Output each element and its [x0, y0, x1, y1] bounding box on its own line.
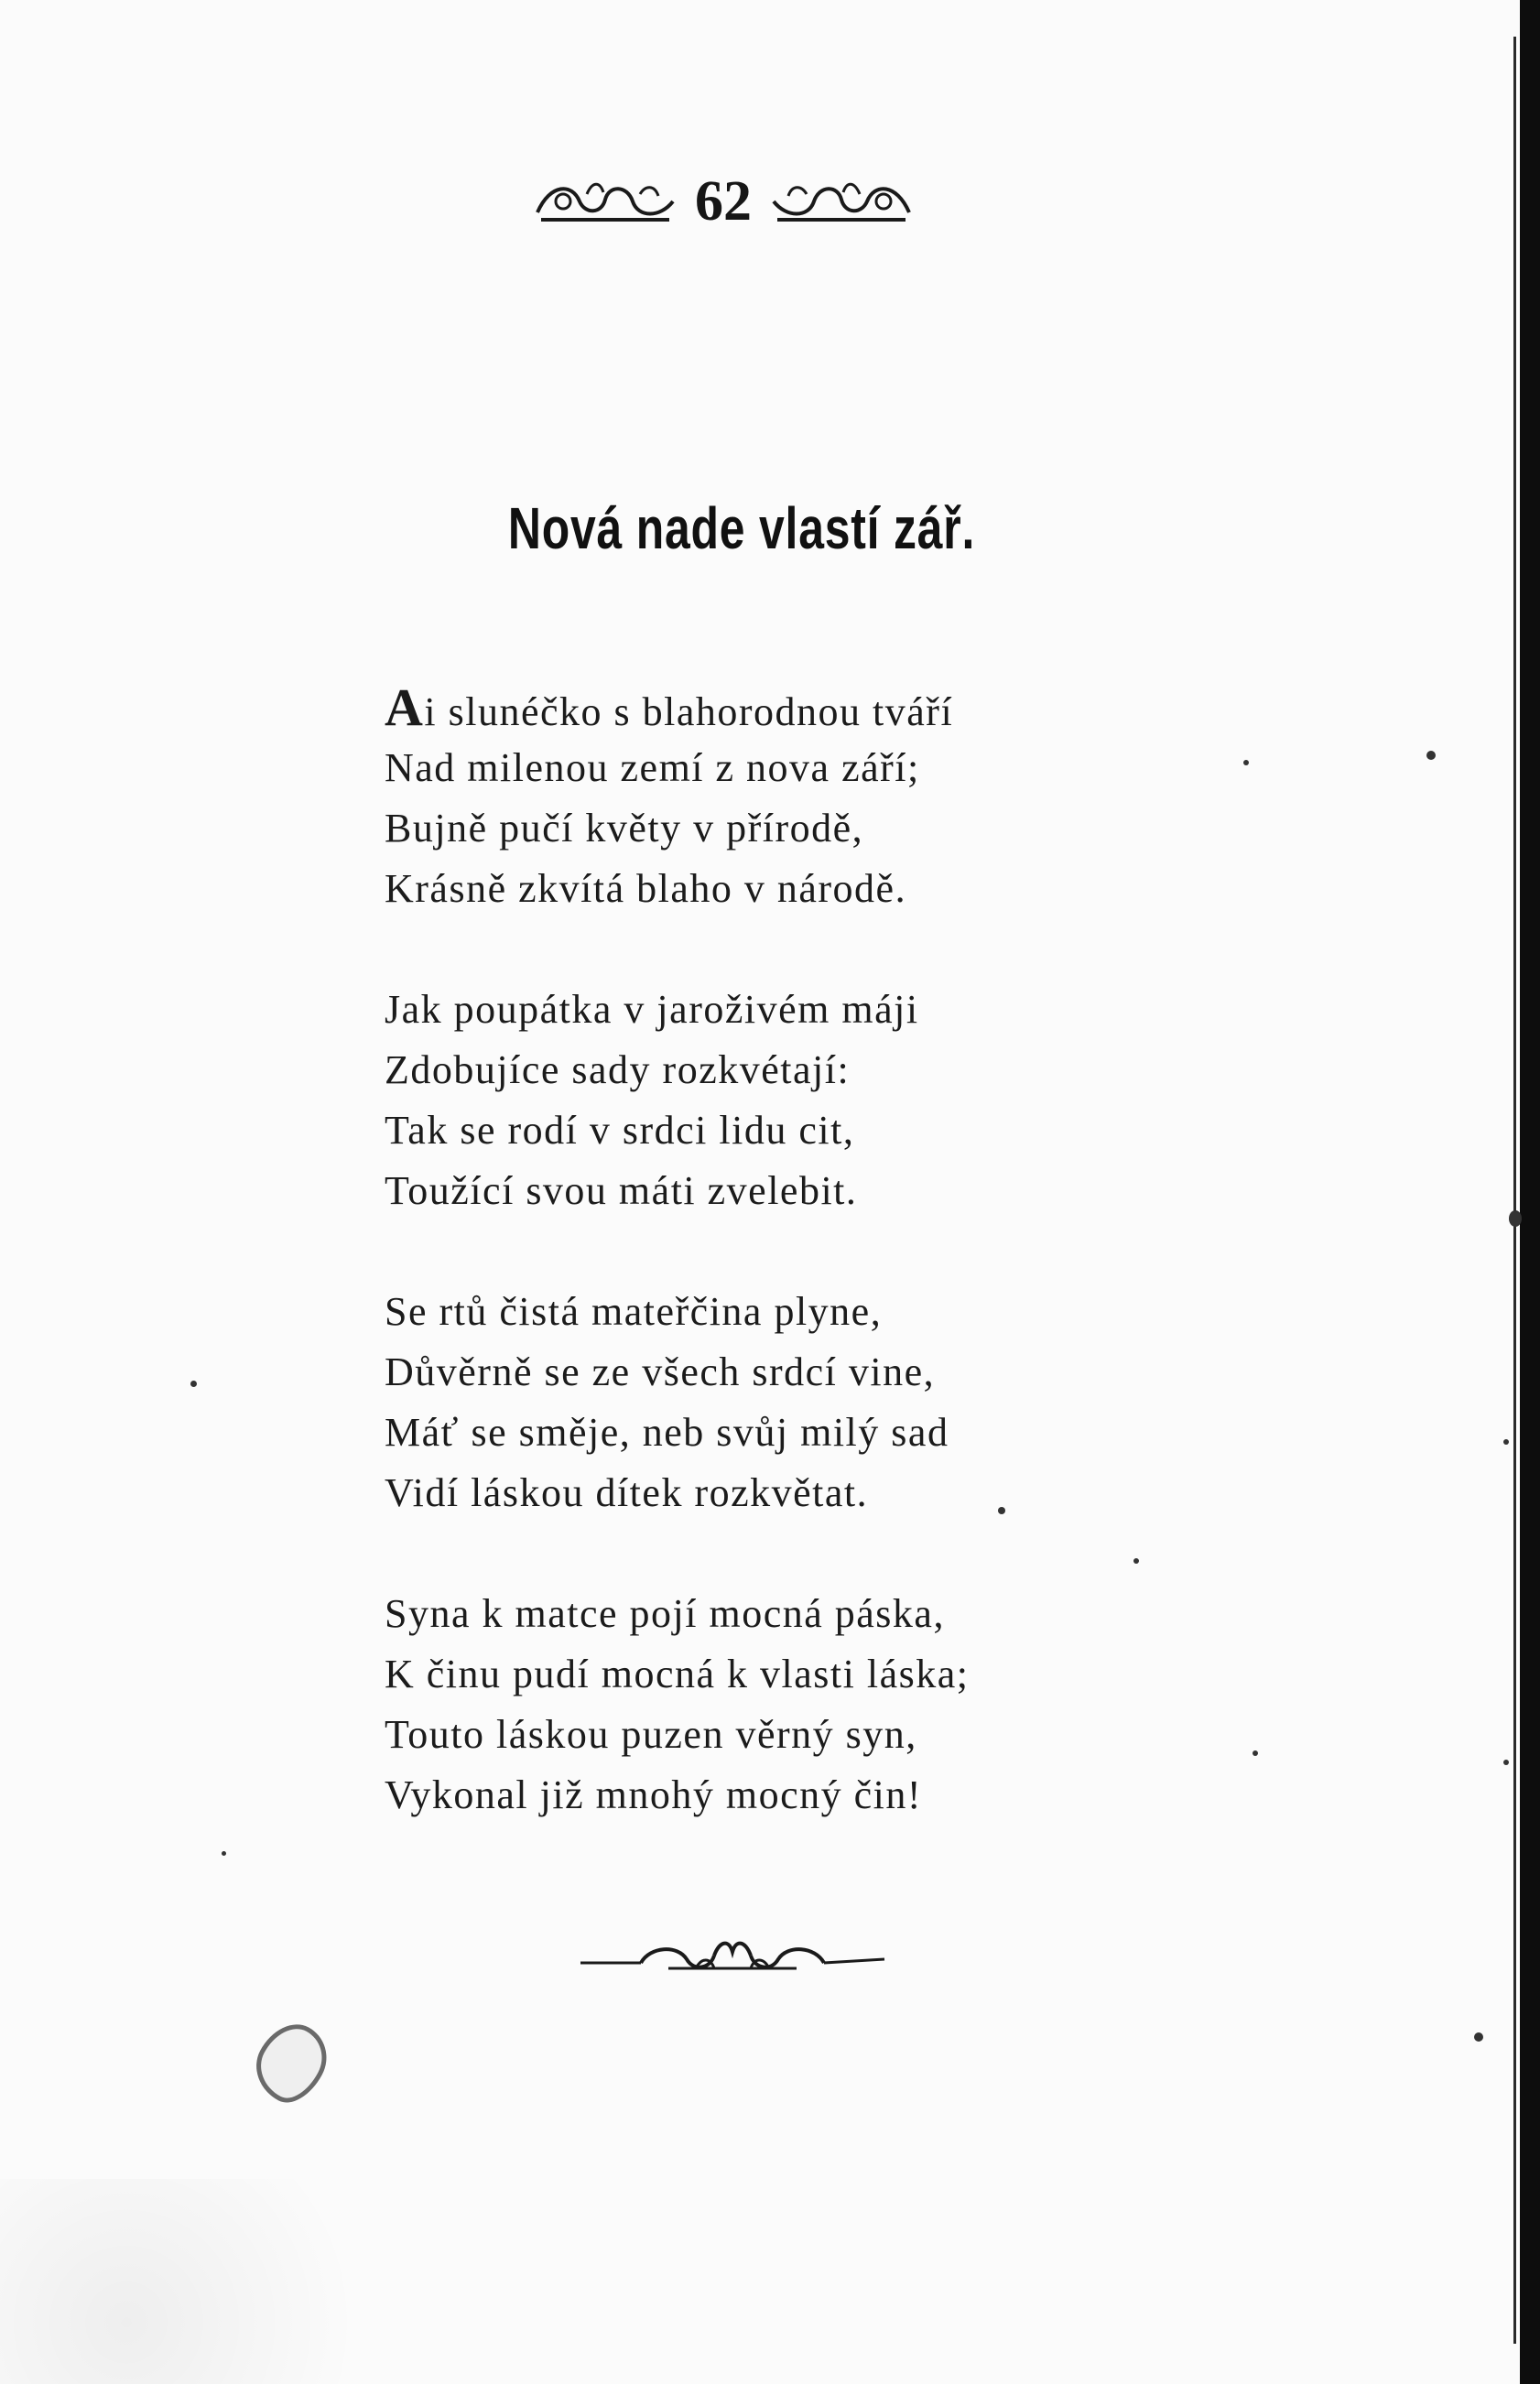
verse-line: Touto láskou puzen věrný syn,	[385, 1712, 917, 1757]
paper-speckle	[1426, 751, 1436, 760]
poem-title: Nová nade vlastí zář.	[507, 495, 976, 561]
page-edge-line	[1513, 37, 1516, 2344]
verse-line: Se rtů čistá mateřčina plyne,	[385, 1289, 883, 1334]
verse-line: Vykonal již mnohý mocný čin!	[385, 1772, 923, 1817]
paper-speckle	[1253, 1750, 1258, 1756]
verse-line: Máť se směje, neb svůj milý sad	[385, 1410, 949, 1455]
page-edge-shadow	[1520, 0, 1540, 2384]
poem-body	[385, 677, 1117, 1886]
verse-line: Tak se rodí v srdci lidu cit,	[385, 1108, 855, 1153]
paper-speckle	[190, 1381, 197, 1387]
tailpiece-scroll-ornament-icon	[577, 1932, 888, 1987]
verse-line: Syna k matce pojí mocná páska,	[385, 1591, 945, 1636]
verse-line: Krásně zkvítá blaho v národě.	[385, 866, 907, 911]
stanza-2	[385, 980, 1117, 1221]
verse-line: Toužící svou máti zvelebit.	[385, 1168, 858, 1213]
right-floral-scroll-ornament-icon	[768, 174, 915, 229]
paper-speckle	[1509, 1210, 1522, 1227]
paper-speckle	[1503, 1439, 1509, 1445]
left-floral-scroll-ornament-icon	[532, 174, 678, 229]
verse-line: Důvěrně se ze všech srdcí vine,	[385, 1349, 936, 1394]
paper-stain	[0, 2179, 421, 2384]
ink-blot	[244, 2012, 339, 2113]
paper-speckle	[1503, 1760, 1509, 1765]
verse-line: Vidí láskou dítek rozkvětat.	[385, 1470, 869, 1515]
paper-speckle	[1474, 2032, 1483, 2042]
verse-line: K činu pudí mocná k vlasti láska;	[385, 1652, 970, 1696]
page-number: 62	[695, 170, 752, 233]
stanza-1	[385, 677, 1117, 919]
paper-speckle	[222, 1851, 226, 1856]
paper-speckle	[1243, 760, 1249, 765]
stanza-4	[385, 1584, 1117, 1826]
verse-line: Nad milenou zemí z nova září;	[385, 745, 920, 790]
verse-line: Zdobujíce sady rozkvétají:	[385, 1047, 851, 1092]
paper-speckle	[1133, 1558, 1139, 1564]
verse-line: Jak poupátka v jaroživém máji	[385, 987, 919, 1032]
running-header	[513, 157, 934, 245]
verse-line: Bujně pučí květy v přírodě,	[385, 806, 864, 851]
stanza-3	[385, 1282, 1117, 1523]
verse-line: Ai slunéčko s blahorodnou tváří	[385, 677, 954, 737]
